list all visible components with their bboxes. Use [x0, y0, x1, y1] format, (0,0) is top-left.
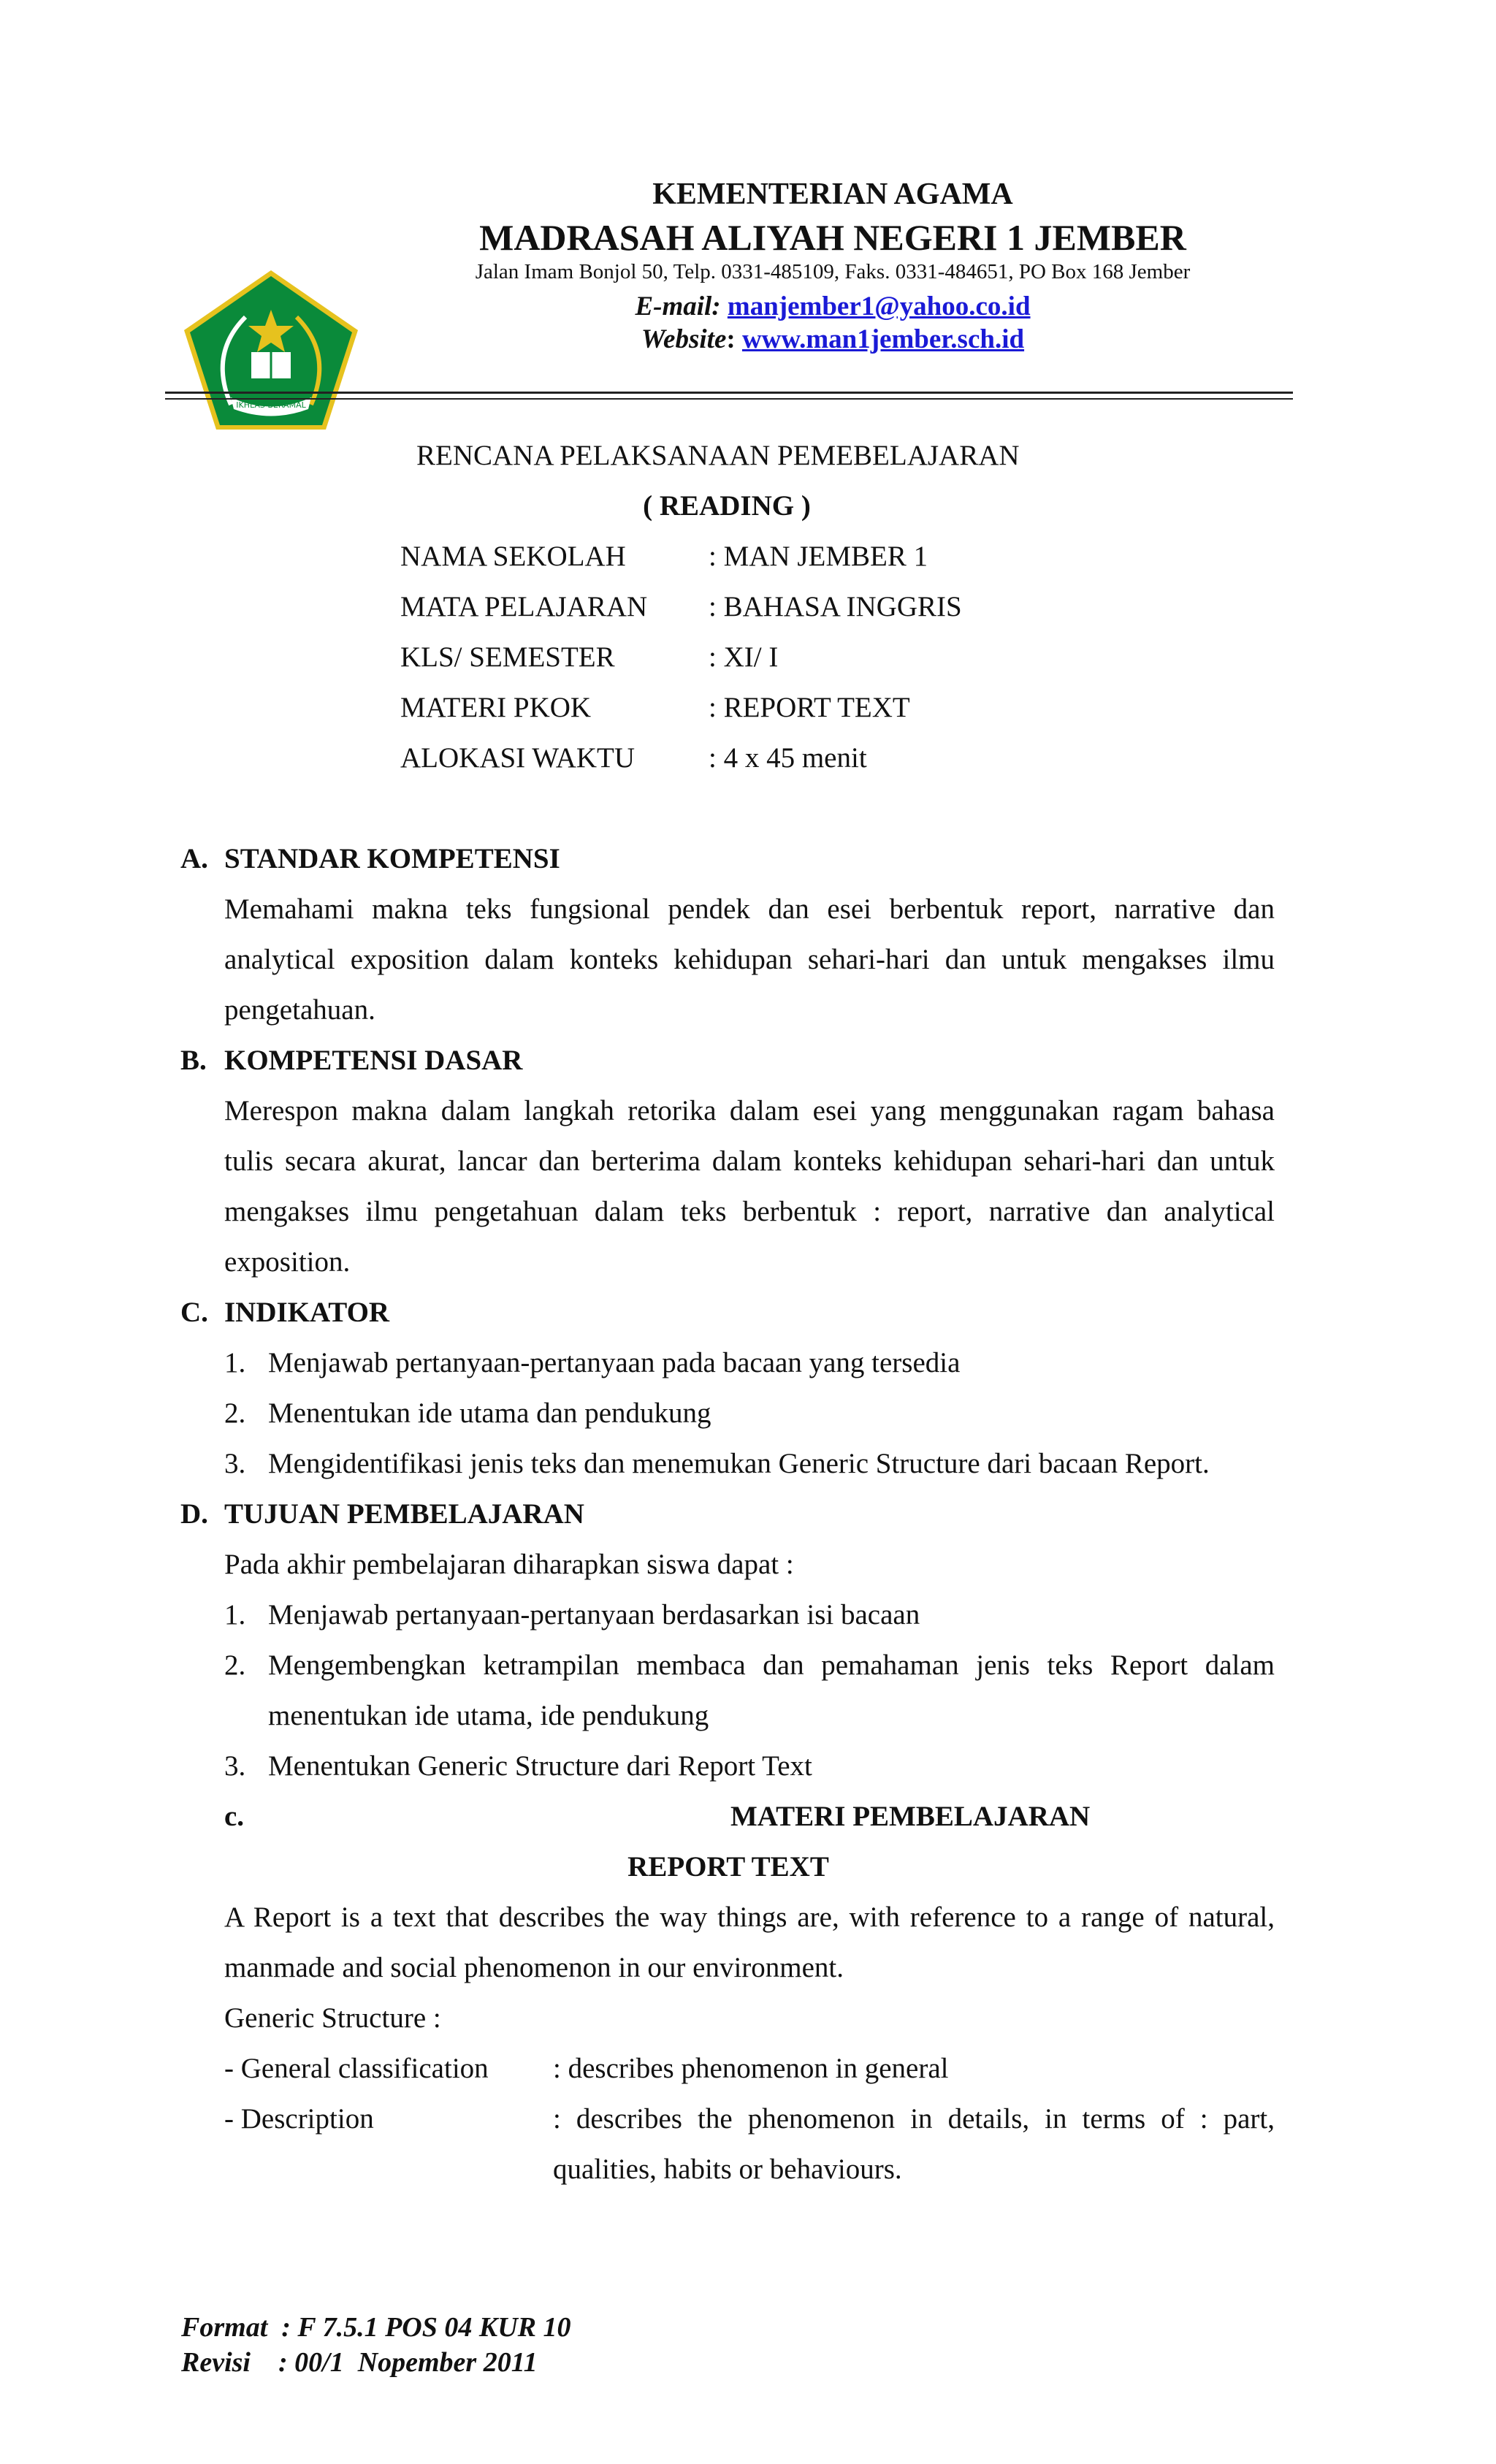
doc-title: RENCANA PELAKSANAAN PEMEBELAJARAN [416, 440, 1020, 471]
identity-value: : REPORT TEXT [709, 692, 910, 723]
letterhead-divider-thin [165, 398, 1293, 400]
section-title: STANDAR KOMPETENSI [224, 843, 560, 874]
section-intro: Pada akhir pembelajaran diharapkan siswa dapat : [224, 1549, 794, 1580]
identity-label: ALOKASI WAKTU [400, 742, 636, 774]
list-number: 3. [224, 1750, 246, 1782]
list-item: Menjawab pertanyaan-pertanyaan pada bacaan yang tersedia [268, 1347, 961, 1378]
paragraph-line: Merespon makna dalam langkah retorika dalam esei yang menggunakan ragam bahasa [224, 1095, 1275, 1126]
footer-format: Format : F 7.5.1 POS 04 KUR 10 [181, 2312, 571, 2343]
identity-label: MATERI PKOK [400, 692, 592, 723]
list-item: Menentukan Generic Structure dari Report Text [268, 1750, 812, 1782]
list-item: Mengembengkan ketrampilan membaca dan pemahaman jenis teks Report dalam [268, 1649, 1275, 1681]
identity-value: : XI/ I [709, 641, 779, 673]
paragraph-line: tulis secara akurat, lancar dan berterima dalam konteks kehidupan sehari-hari dan untuk [224, 1145, 1275, 1177]
paragraph-line: exposition. [224, 1246, 351, 1278]
paragraph-line: A Report is a text that describes the way things are, with reference to a range of natural, [224, 1902, 1275, 1933]
email-link[interactable]: manjember1@yahoo.co.id [727, 291, 1031, 321]
structure-desc: : describes phenomenon in general [553, 2053, 949, 2084]
email-label: E-mail: [635, 291, 721, 321]
paragraph-line: pengetahuan. [224, 994, 375, 1026]
list-number: 2. [224, 1649, 246, 1681]
list-number: 1. [224, 1599, 246, 1630]
list-number: 1. [224, 1347, 246, 1378]
structure-term: - Description [224, 2103, 374, 2135]
ministry-name: KEMENTERIAN AGAMA [652, 178, 1013, 211]
generic-structure-label: Generic Structure : [224, 2002, 441, 2034]
identity-value: : BAHASA INGGRIS [709, 591, 962, 622]
identity-value: : MAN JEMBER 1 [709, 541, 928, 572]
section-letter: c. [224, 1801, 245, 1832]
website-link[interactable]: www.man1jember.sch.id [741, 324, 1025, 354]
list-number: 2. [224, 1397, 246, 1429]
list-item: Mengidentifikasi jenis teks dan menemukan Generic Structure dari bacaan Report. [268, 1448, 1210, 1479]
paragraph-line: analytical exposition dalam konteks kehidupan sehari-hari dan untuk mengakses ilmu [224, 944, 1275, 975]
identity-label: KLS/ SEMESTER [400, 641, 615, 673]
logo-motto: IKHLAS BERAMAL [236, 400, 306, 410]
list-item-continuation: menentukan ide utama, ide pendukung [268, 1700, 709, 1731]
paragraph-line: mengakses ilmu pengetahuan dalam teks berbentuk : report, narrative dan analytical [224, 1196, 1275, 1227]
section-letter: C. [180, 1297, 208, 1328]
structure-desc-continuation: qualities, habits or behaviours. [553, 2154, 902, 2185]
structure-term: - General classification [224, 2053, 489, 2084]
identity-value: : 4 x 45 menit [709, 742, 867, 774]
section-title: MATERI PEMBELAJARAN [730, 1801, 1091, 1832]
paragraph-line: manmade and social phenomenon in our environment. [224, 1952, 844, 1983]
section-title: INDIKATOR [224, 1297, 390, 1328]
list-item: Menjawab pertanyaan-pertanyaan berdasarkan isi bacaan [268, 1599, 920, 1630]
materi-subtitle: REPORT TEXT [627, 1851, 829, 1883]
structure-desc: : describes the phenomenon in details, in terms of : part, [553, 2103, 1275, 2135]
paragraph-line: Memahami makna teks fungsional pendek dan esei berbentuk report, narrative dan [224, 893, 1275, 925]
website-label: Website [641, 324, 727, 354]
school-name: MADRASAH ALIYAH NEGERI 1 JEMBER [479, 217, 1186, 258]
section-title: TUJUAN PEMBELAJARAN [224, 1498, 584, 1530]
list-item: Menentukan ide utama dan pendukung [268, 1397, 711, 1429]
identity-label: NAMA SEKOLAH [400, 541, 626, 572]
section-letter: D. [180, 1498, 208, 1530]
section-title: KOMPETENSI DASAR [224, 1045, 523, 1076]
school-address: Jalan Imam Bonjol 50, Telp. 0331-485109, Faks. 0331-484651, PO Box 168 Jember [475, 260, 1191, 283]
website-line: Website: www.man1jember.sch.id [641, 324, 1025, 354]
section-letter: A. [180, 843, 208, 874]
email-line [0, 291, 1496, 322]
footer-revisi: Revisi : 00/1 Nopember 2011 [181, 2347, 538, 2378]
doc-subtitle: ( READING ) [643, 490, 811, 522]
identity-label: MATA PELAJARAN [400, 591, 648, 622]
letterhead-divider [165, 392, 1293, 394]
section-letter: B. [180, 1045, 207, 1076]
list-number: 3. [224, 1448, 246, 1479]
